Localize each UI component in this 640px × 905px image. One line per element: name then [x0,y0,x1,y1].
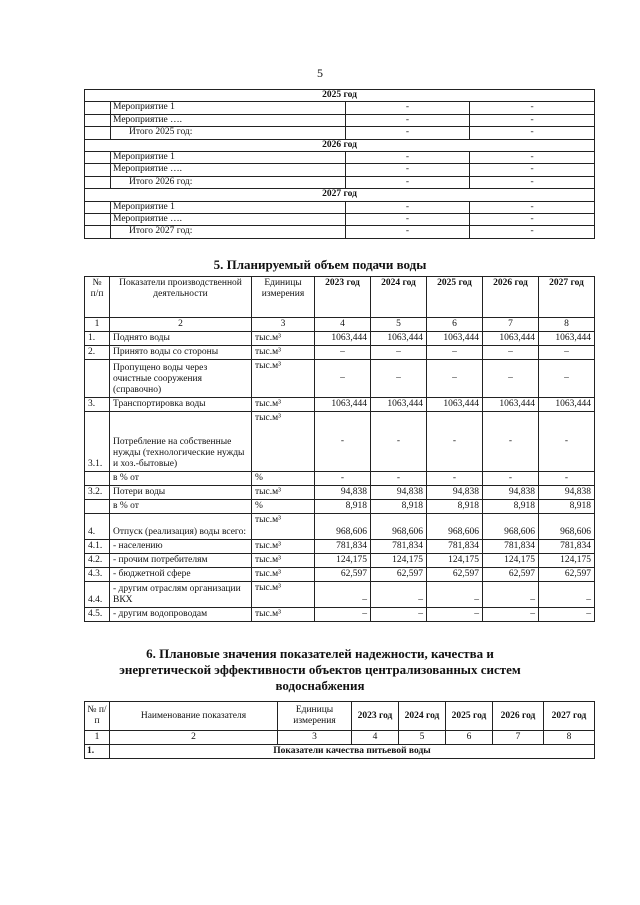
header-2026: 2026 год [483,277,539,318]
row-value: – [315,346,371,360]
column-number: 4 [315,318,371,332]
page-number: 5 [317,66,323,80]
row-unit: тыс.м³ [252,346,315,360]
column-number: 2 [110,318,252,332]
year-title: 2027 год [85,189,595,201]
event-value: - [346,102,470,114]
row-value: – [483,360,539,398]
row-value: 94,838 [315,486,371,500]
header-unit: Единицы измерения [252,277,315,318]
event-row [85,201,595,213]
row-indicator: Принято воды со стороны [110,346,252,360]
row-value: - [539,412,595,472]
row-value: 1063,444 [427,332,483,346]
row-number [85,472,110,486]
event-name: Итого 2026 год: [111,176,346,188]
row-value: 8,918 [483,500,539,514]
row-value: 62,597 [315,568,371,582]
row-value: - [539,472,595,486]
row-number: 1. [85,332,110,346]
row-value: – [315,360,371,398]
row-value: 8,918 [315,500,371,514]
row-indicator: в % от [110,472,252,486]
row-value: 781,834 [539,540,595,554]
event-num [85,201,111,213]
table-row [85,500,595,514]
event-num [85,213,111,225]
event-name: Итого 2027 год: [111,226,346,238]
column-number: 7 [493,731,544,745]
row-value: 62,597 [427,568,483,582]
row-value: – [483,608,539,622]
event-num [85,151,111,163]
column-number: 3 [252,318,315,332]
event-row [85,114,595,126]
event-value: - [346,213,470,225]
header-num: № п/п [85,277,110,318]
header-unit: Единицы измерения [278,702,352,731]
event-num [85,164,111,176]
row-value: – [371,346,427,360]
row-unit: тыс.м³ [252,486,315,500]
column-number: 5 [399,731,446,745]
row-indicator: - населению [110,540,252,554]
header-2027: 2027 год [539,277,595,318]
section-6-title [0,646,640,694]
row-indicator: Транспортировка воды [110,398,252,412]
row-value: 1063,444 [315,332,371,346]
row-value: - [315,412,371,472]
row-value: – [371,608,427,622]
event-name: Мероприятие 1 [111,151,346,163]
event-value: - [346,201,470,213]
indicators-table [84,701,595,759]
column-number: 1 [85,731,110,745]
row-indicator: Пропущено воды через очистные сооружения (справочно) [110,360,252,398]
table-row [85,554,595,568]
column-number: 5 [371,318,427,332]
row-number: 3.1. [85,412,110,472]
event-row [85,127,595,139]
header-2024: 2024 год [399,702,446,731]
header-indicator: Показатели производственной деятельности [110,277,252,318]
event-row [85,102,595,114]
row-value: 124,175 [315,554,371,568]
column-number: 7 [483,318,539,332]
row-value: 968,606 [315,514,371,540]
row-value: 94,838 [371,486,427,500]
row-value: - [427,412,483,472]
header-2027: 2027 год [544,702,595,731]
row-value: – [371,360,427,398]
table-row [85,608,595,622]
row-value: 968,606 [427,514,483,540]
row-unit: тыс.м³ [252,608,315,622]
event-value: - [346,226,470,238]
event-value: - [470,201,595,213]
header-2025: 2025 год [427,277,483,318]
row-value: 968,606 [371,514,427,540]
row-value: 94,838 [539,486,595,500]
row-number [85,360,110,398]
row-value: 124,175 [427,554,483,568]
row-value: – [539,608,595,622]
row-value: – [315,608,371,622]
column-number: 3 [278,731,352,745]
row-indicator: - прочим потребителям [110,554,252,568]
row-value: – [427,582,483,608]
row-value: 1063,444 [371,398,427,412]
header-num: № п/п [85,702,110,731]
row-value: 124,175 [483,554,539,568]
row-value: – [427,608,483,622]
row-value: - [427,472,483,486]
event-row [85,226,595,238]
row-value: 1063,444 [315,398,371,412]
event-value: - [470,164,595,176]
row-unit: тыс.м³ [252,540,315,554]
row-value: 1063,444 [483,398,539,412]
event-value: - [470,127,595,139]
table-row [85,582,595,608]
row-value: 1063,444 [539,332,595,346]
column-number: 8 [539,318,595,332]
header-name: Наименование показателя [110,702,278,731]
row-value: - [483,412,539,472]
events-table [84,89,595,239]
row-value: 8,918 [427,500,483,514]
event-value: - [346,127,470,139]
row-value: 1063,444 [371,332,427,346]
row-value: – [483,346,539,360]
row-value: 124,175 [539,554,595,568]
row-unit: тыс.м³ [252,568,315,582]
table-row [85,398,595,412]
indicator-group-title: Показатели качества питьевой воды [110,745,595,759]
event-name: Мероприятие …. [111,213,346,225]
row-value: 968,606 [483,514,539,540]
row-number: 4.4. [85,582,110,608]
row-number [85,500,110,514]
row-value: 781,834 [315,540,371,554]
event-name: Итого 2025 год: [111,127,346,139]
header-2023: 2023 год [352,702,399,731]
section-6-title-line2: энергетической эффективности объектов централизованных систем [119,662,521,677]
event-value: - [346,151,470,163]
row-value: – [315,582,371,608]
event-row [85,151,595,163]
event-row [85,176,595,188]
row-value: – [427,346,483,360]
row-unit: тыс.м³ [252,514,315,540]
event-value: - [470,151,595,163]
event-value: - [470,114,595,126]
column-number: 6 [427,318,483,332]
event-value: - [346,114,470,126]
table-row [85,540,595,554]
row-number: 3. [85,398,110,412]
row-indicator: Поднято воды [110,332,252,346]
water-supply-table [84,276,595,622]
header-2023: 2023 год [315,277,371,318]
year-title: 2026 год [85,139,595,151]
section-6-title-line3: водоснабжения [275,678,365,693]
column-number: 2 [110,731,278,745]
row-value: 94,838 [483,486,539,500]
header-2024: 2024 год [371,277,427,318]
row-indicator: - бюджетной сфере [110,568,252,582]
event-value: - [470,102,595,114]
row-unit: % [252,472,315,486]
table-row [85,346,595,360]
column-number: 1 [85,318,110,332]
row-value: 968,606 [539,514,595,540]
event-name: Мероприятие …. [111,114,346,126]
table-row [85,472,595,486]
event-row [85,213,595,225]
section-5-title: 5. Планируемый объем подачи воды [213,257,427,272]
table-row [85,332,595,346]
row-value: 94,838 [427,486,483,500]
event-row [85,164,595,176]
row-indicator: в % от [110,500,252,514]
row-value: 1063,444 [539,398,595,412]
row-value: - [315,472,371,486]
table-row [85,568,595,582]
row-value: - [371,412,427,472]
event-num [85,114,111,126]
row-value: 62,597 [539,568,595,582]
table-row [85,360,595,398]
row-number: 4.2. [85,554,110,568]
table-row [85,412,595,472]
event-value: - [470,176,595,188]
row-value: 1063,444 [427,398,483,412]
row-indicator: - другим отраслям организации ВКХ [110,582,252,608]
section-6-title-line1: 6. Плановые значения показателей надежности, качества и [146,646,494,661]
row-value: – [483,582,539,608]
column-number: 6 [446,731,493,745]
row-unit: тыс.м³ [252,360,315,398]
row-value: – [539,360,595,398]
event-value: - [470,213,595,225]
event-num [85,102,111,114]
row-unit: тыс.м³ [252,582,315,608]
row-unit: тыс.м³ [252,554,315,568]
event-num [85,176,111,188]
row-indicator: - другим водопроводам [110,608,252,622]
event-value: - [470,226,595,238]
row-value: 8,918 [539,500,595,514]
row-number: 4. [85,514,110,540]
event-name: Мероприятие 1 [111,201,346,213]
event-name: Мероприятие 1 [111,102,346,114]
row-unit: тыс.м³ [252,332,315,346]
year-title: 2025 год [85,90,595,102]
header-2026: 2026 год [493,702,544,731]
row-indicator: Потребление на собственные нужды (технологические нужды и хоз.-бытовые) [110,412,252,472]
indicator-group-num: 1. [85,745,110,759]
row-value: – [371,582,427,608]
row-value: 62,597 [371,568,427,582]
row-value: 1063,444 [483,332,539,346]
column-number: 8 [544,731,595,745]
row-value: 781,834 [427,540,483,554]
row-unit: тыс.м³ [252,412,315,472]
row-number: 4.5. [85,608,110,622]
table-row [85,514,595,540]
row-value: 8,918 [371,500,427,514]
row-value: 124,175 [371,554,427,568]
header-2025: 2025 год [446,702,493,731]
row-indicator: Отпуск (реализация) воды всего: [110,514,252,540]
row-value: – [539,346,595,360]
row-unit: % [252,500,315,514]
row-unit: тыс.м³ [252,398,315,412]
event-name: Мероприятие …. [111,164,346,176]
year-row [85,189,595,201]
table-row [85,486,595,500]
row-number: 2. [85,346,110,360]
row-number: 4.3. [85,568,110,582]
row-value: - [483,472,539,486]
year-row [85,90,595,102]
row-value: 62,597 [483,568,539,582]
row-value: – [539,582,595,608]
row-value: 781,834 [483,540,539,554]
row-value: – [427,360,483,398]
year-row [85,139,595,151]
column-number: 4 [352,731,399,745]
row-indicator: Потери воды [110,486,252,500]
row-value: 781,834 [371,540,427,554]
event-num [85,226,111,238]
event-value: - [346,176,470,188]
row-number: 4.1. [85,540,110,554]
event-value: - [346,164,470,176]
row-number: 3.2. [85,486,110,500]
event-num [85,127,111,139]
row-value: - [371,472,427,486]
